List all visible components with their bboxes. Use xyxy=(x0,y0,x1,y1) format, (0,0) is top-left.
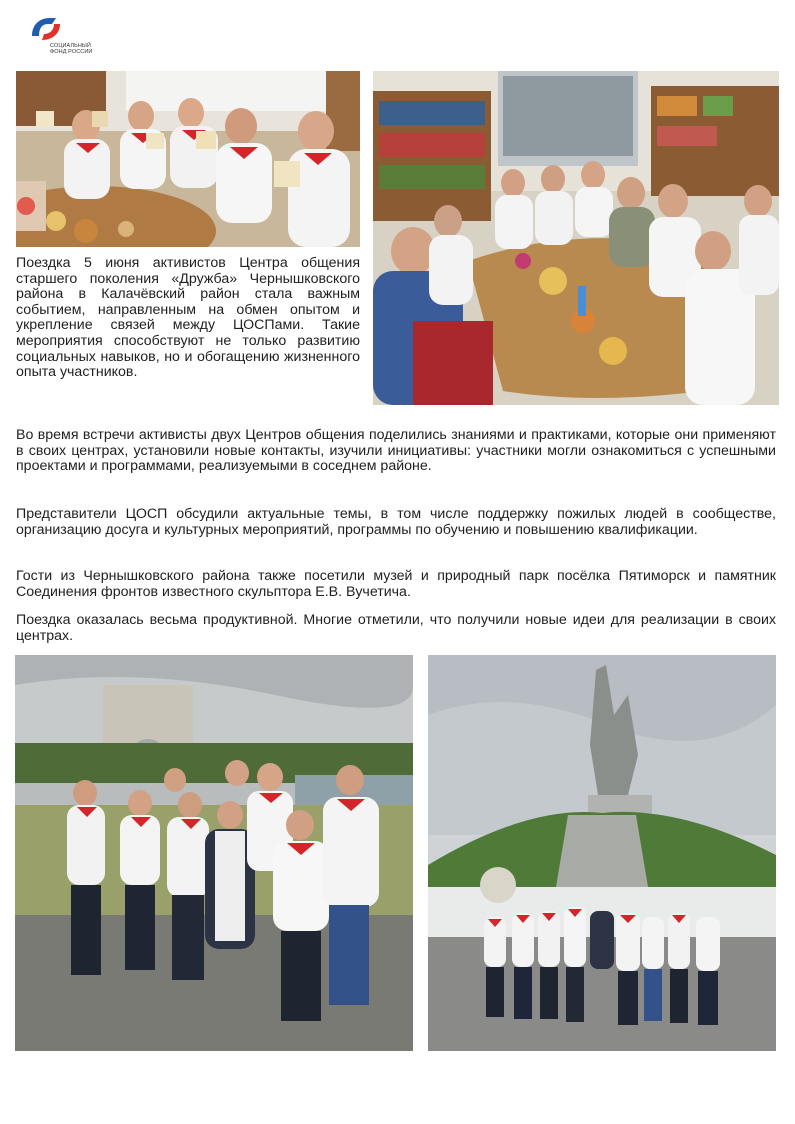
paragraph-intro: Поездка 5 июня активистов Центра общения старшего поколения «Дружба» Чернышковского района в Калачёвский район стала важным событием, направленным на обмен опытом и укрепление связей между ЦОСПами. Такие мероприятия способствуют не только развитию социальных навыков, но и обогащению жизненного опыта участников. xyxy=(16,255,360,381)
group-photo-arch xyxy=(15,655,413,1051)
group-photo-cards xyxy=(16,71,360,247)
logo-text: СОЦИАЛЬНЫЙ ФОНД РОССИИ xyxy=(50,43,93,55)
sfr-logo xyxy=(26,14,98,58)
group-photo-table xyxy=(373,71,779,405)
sfr-logo-icon xyxy=(26,14,66,44)
paragraph-topics: Представители ЦОСП обсудили актуальные темы, в том числе поддержку пожилых людей в сообществе, организацию досуга и культурных мероприятий, программы по обучению и повышению квалификации. xyxy=(16,506,776,538)
paragraph-meeting: Во время встречи активисты двух Центров общения поделились знаниями и практиками, которые они применяют в своих центрах, установили новые контакты, изучили инициативы: участники могли ознакомиться с успешными проектами и программами, реализуемыми в соседнем районе. xyxy=(16,427,776,475)
paragraph-museum: Гости из Чернышковского района также посетили музей и природный парк посёлка Пятиморск и памятник Соединения фронтов известного скульптора Е.В. Вучетича. xyxy=(16,568,776,600)
paragraph-summary: Поездка оказалась весьма продуктивной. Многие отметили, что получили новые идеи для реализации в своих центрах. xyxy=(16,612,776,644)
group-photo-monument xyxy=(428,655,776,1051)
